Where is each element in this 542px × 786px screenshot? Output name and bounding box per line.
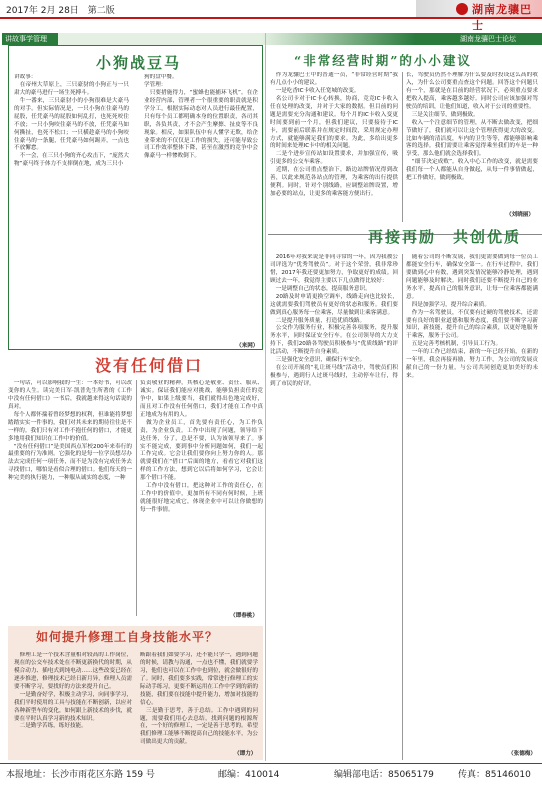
dog-story-title: 小狗战豆马	[96, 54, 182, 72]
proposal-title: “非常经营时期”的小小建议	[294, 53, 472, 68]
left-banner-strip	[58, 33, 262, 45]
left-section-banner: 讲故事学管理	[2, 33, 58, 45]
guide-col1: 2016年对我来说是非同寻常的一年，因为我被公司评选为“优秀驾驶员”。对于这个荣誉，我非常珍惜，2017年我还要更加努力，争取更好的成绩。回顾过去一年，我觉得主要以下几点做得比较好： 一是调整自己的状态，提高服务意识。 20路及时申请更换空调车，线路走向也比较长，这就需要我们驾驶员有更好的状态和服务。我们要做到真心服务每一位乘客，尽量做到让乘客满意。 二是提升服务质量，打造优质线路。 公交作为服务行业，积极完善各项服务，提升服务水平，同时保证安全行车。在公司领导的大力支持下，我们20路各驾驶员积极参与“优质线路”的评比活动，不断提升自身素质。 三是强化安全意识，确保行车安全。 在公司开展的“礼让斑马线”活动中，驾驶员们积极参与，遇到行人过斑马线时，主动停车让行，得到了市民的好评。	[270, 254, 398, 387]
page-divider	[265, 33, 266, 761]
dog-story-col2: 狗的盘中餐。 学管理： 只要措施得力，“蜜蜂也能捕环飞机”。在企业经营内部，管理者一个很重要的职责就是积学分工，根据实际动态对人员进行最佳配置，只有每个员工都明确本身的位置职责，各司其职，各负其责，才不会产生摩擦、扯皮等不良现象。相反，如果队伍中有人懂学无欺，给企业带来的不仅仅是工作的损失，还可能导致公司工作效率整体下降，甚至在激烈的竞争中会像豪马一样惨败倒下。	[144, 74, 258, 160]
masthead-title: 湖南龙骧巴士	[472, 3, 532, 32]
repair-story-source: （谭力）	[234, 751, 257, 757]
dog-story-col1: 讲故事： 在帝州大草原上，三只豪豺的小狗正与一只肃大的豪马进行一场生死搏斗。 牛一番来，三只豪豺小的小狗很难是大豪马的对手。但实际情况是，一只小狗在住豪马的屁股，任凭豪马的屁股如何乱打，也死死咬住不放；一只小狗咬住豪马的不放，任凭豪马如何撕扯，也死不松口；一只横趁豪马的小狗咬住豪马的一条腿，任凭豪马如何踢弄，一点也不放懈怠。 不一会，在三只小狗的齐心攻击下，“庞然大物”豪马终于体力不支摔倒在地，成为三只小	[14, 74, 129, 168]
duty-story-col1: 一句话，可以影响我的一生：一本好书，可以改变你的人生。读完美日军·凯普先生所著的《工作中没有任何借口》一书后，我就越来得这句话说的真对。 每个人都怀揣着曾经梦想的权利，但谁能将梦想踏踏实实一件事的，我们对其未来的期待往往是不一样的。我们只有对工作不抱任何的借口，才能更多地用我们知识在工作中的价值。 “没有任何借口”是美国西点军校200年来奉行的最重要的行为准则。它强化的是每一位学员想尽办法去完成任何一项任务，而不是为没有完成任务去寻找借口，哪怕是看似合理的借口。他们每天的一种完美的执行能力，一种服从诚实的态度，一种	[8, 380, 132, 482]
guide-title: 再接再励 共创优质	[368, 228, 522, 246]
duty-story-source: （谭春桃）	[230, 613, 258, 619]
footer-phone: 编辑部电话：85065179	[334, 770, 434, 780]
duty-story-title: 没有任何借口	[95, 356, 204, 375]
footer-address: 本报地址：长沙市雨花区东路 159 号	[6, 770, 155, 780]
footer-postcode: 邮编：410014	[218, 770, 280, 780]
repair-story-col1: 修理工是一个技术含量相对较高的工作岗位，现在的公交车技术处在不断更新换代的时期，从模合动力、插电式到纯电动……这些改变已经在逐步推进，修理技术已经日新月异，修理人员需要不断学习，要找好的方法来提升自己。 一是勤奋好学，积极主动学习，向同事学习，我们平时使用的工具与技能在不断创新，以应对各种新型车的变化，如何跟上新技术的步伐，就要在平时认真学习新的技术知识。 二是勤学苦练，练好技能。	[14, 652, 132, 730]
proposal-source: （刘晓丽）	[506, 212, 534, 218]
footer-rule	[0, 763, 542, 764]
guide-col2: 随着公司的不断发展，我们更需要做到每一位员工都能安全行车，确保安全第一。在行车过程中，我们要做到心中有数，遇到突发情况能够冷静处理，遇到问题能够及时解决。同时我们还要不断提升自己的业务水平，提高自己的服务意识，让每一位乘客都能满意。 四是加强学习，提升综合素质。 作为一名驾驶员，不仅要有过硬的驾驶技术，还需要有良好的职业道德和服务态度，我们要不断学习新知识，新技能，提升自己的综合素质，以更好地服务于乘客，服务于公司。 五是完善考核机制，引导员工行为。 一年的工作已经结束，新的一年已经开始，在新的一年里，我会再接再励，努力工作，为公司的发展贡献自己的一份力量，与公司共同创造更加美好的未来。	[406, 254, 538, 380]
logo-icon	[456, 3, 468, 15]
header-rule	[0, 17, 542, 19]
proposal-col2: 长，驾驶员仍然不理解为什么要及时投设这么高的收入，为什么公司要重点查这个问题。回答这个问题只有一个，那就是在目前的经营状况下，必须重点要求把收入提高，乘客越多越好。同时公司应该加强对驾驶员的培训，让他们知道，收入对于公司的重要性。 三是关注细节，做到极致。 收入一个注意细节的管理，从不断去做改变，把细节做好了，我们就可以让这个管理获得更大的改变。比如车辆的清洁度，车内的卫生等等，都能够影响乘客的选择。我们需要让乘客觉得乘坐我们的车是一种享受，那么他们就会选择我们。 “细节决定成败”。收入中心工作的改变，就是需要我们每一个人都能从自身做起，从每一件事情做起，把工作做好，做到极致。	[406, 72, 538, 182]
repair-story-col2: 断跟着我们如要学习，还不能只学一，遇到问题的时候，请教与沟通，一点也不懂，我们就要学习，他们也可以在工作中也到位，就会做很好的了。同时，我们要多实践，常常进行修理工的实际动手练习，更要不断运用在工作中学到的新的技能，我们要在技能中提升能力，增加对技能的信心。 三是勤于思考，善于总结。工作中遇到的问题，需要我们用心去总结，找到问题的根源所在，一个好的修理工，一定是善于思考的。希望我们修理工能够不断提高自己的技能水平，为公司做出更大的贡献。	[140, 652, 258, 746]
right-section-banner: 湖南龙骧巴士论坛	[460, 35, 516, 43]
column-divider	[402, 254, 403, 760]
footer-fax: 传真：85146010	[458, 770, 531, 780]
column-divider	[136, 380, 137, 616]
guide-source: （张德梅）	[508, 751, 536, 757]
column-divider	[402, 72, 403, 222]
proposal-col1: 作为龙骧巴士中的普通一员，“非常经营时期”我有几点小小的建议。 一是吃香IC卡收入任宽城的改变。 名公司卡对于IC卡心转换，协商，竞竞IC卡收入任在处理的改变，并对于大家的数据。但目前的问题是需要充分沟通和建议。每个月的IC卡收入变更时间要到前一个月，但我们建议，只要接待于IC卡，需要前后联系并在规定时间段，采用规定办理方式，就能够满足我们的要求。为此，多给出更多的时间来处理IC卡中的相关问题。 二是个进步宣传站如设置要求，并加强宣传，吸引更多的公交车乘客。 近期，在公司重点整治下，路边站牌情况得到改善，以此来规范各站点的管理，为乘客的出行提供便利。同时，针对个别线路，应调整站牌设置，增加必要的站点，让更多的乘客能方便出行。	[270, 72, 398, 198]
duty-story-col2: 负责敬业的精神，其核心是敬业、责任、服从、诚实。保证我们能应对挑战，能够负担责任的竞争中，如果上级要当，我们就得出色地完成好，而且对工作没有任何借口，我们才能在工作中真正地成为有用的人。 做为企业员工，首先要有责任心，为工作负责，为企业负责。工作中出现了问题，领导给下达任务，分了，总是不要，认为该领导来了。事实不能完成，要到事中分析问题如何，我们一起工作完成。它会让我们要你向上努力你的人。那就要我们在“借口”后面的地方，看看它对我们这样的工作方法，想到它以后将如何学习，它会让那个借口不能。 工作中没有借口，把这种对工作的责任心，在工作中的价值中，更加所有不同有何时候，上班就能很好地完成它，体现企业中可以让你做想的每一件事情。	[140, 380, 263, 513]
repair-story-title: 如何提升修理工自身技能水平？	[36, 630, 219, 644]
dog-story-source: （来网）	[236, 343, 259, 349]
issue-date: 2017年 2月 28日 第二版	[6, 6, 115, 16]
